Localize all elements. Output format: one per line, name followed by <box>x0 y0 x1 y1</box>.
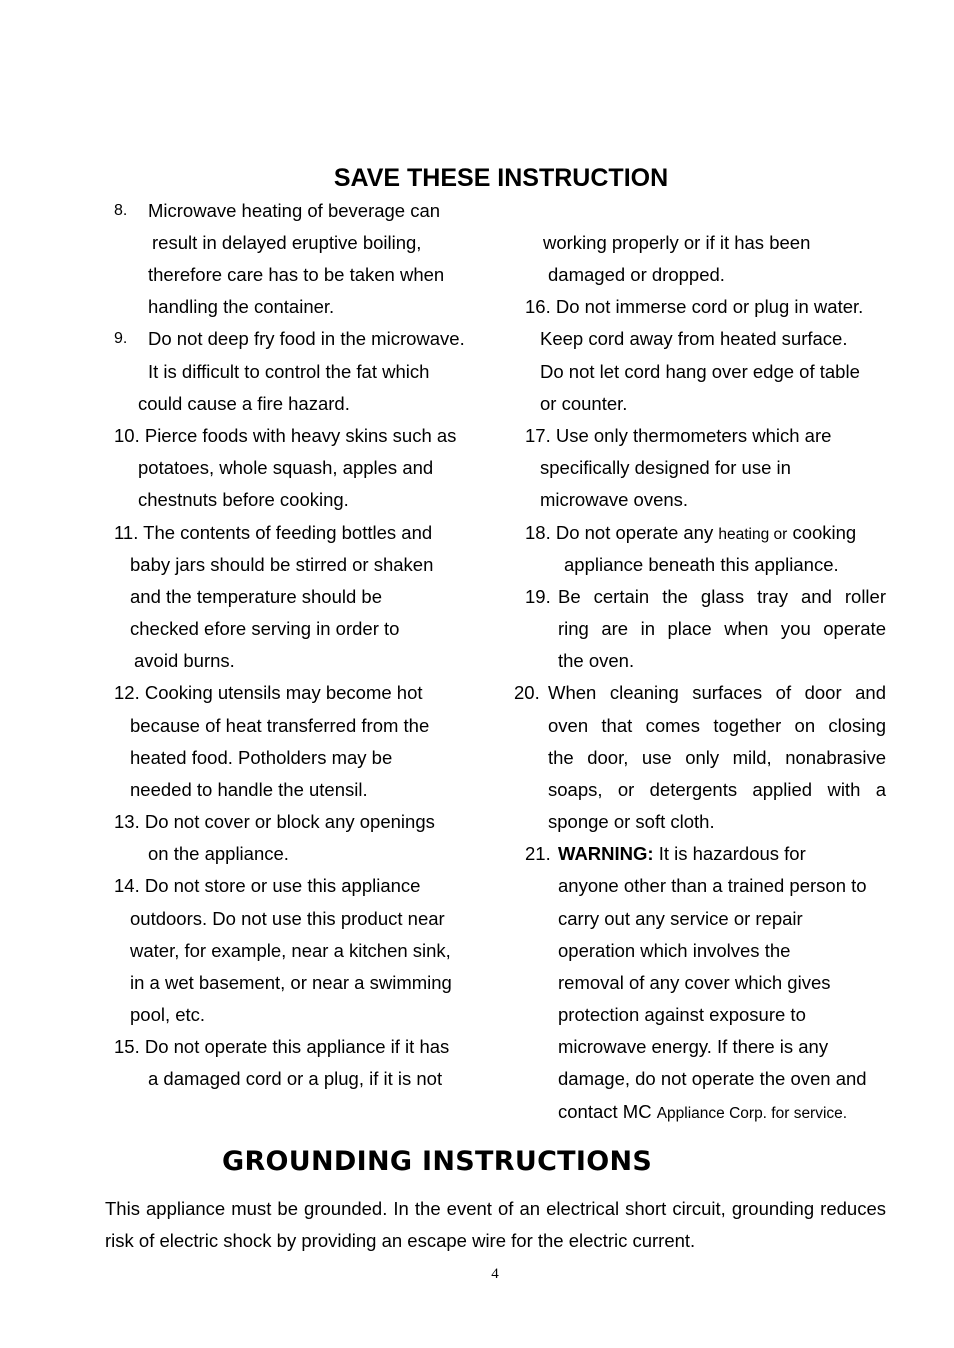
text-line: sponge or soft cloth. <box>548 811 715 832</box>
text-line: potatoes, whole squash, apples and <box>138 457 434 478</box>
text-line: or counter. <box>540 393 628 414</box>
text-line: specifically designed for use in <box>540 457 791 478</box>
text-line: soaps, or detergents applied with a <box>548 779 886 800</box>
text-line: could cause a fire hazard. <box>138 393 350 414</box>
text-line: removal of any cover which gives <box>558 972 831 993</box>
text-line: carry out any service or repair <box>558 908 803 929</box>
text-line: Be certain the glass tray and roller <box>558 586 886 607</box>
text-line: ring are in place when you operate <box>558 618 886 639</box>
text-line: heated food. Potholders may be <box>130 747 393 768</box>
grounding-paragraph: This appliance must be grounded. In the event of an electrical short circuit, grounding reduces risk of electric shock by providing an escape wire for the electric current. <box>105 1198 886 1251</box>
text-line: 14. Do not store or use this appliance <box>114 875 421 896</box>
text-line: 17. Use only thermometers which are <box>525 425 832 446</box>
text-line: 16. Do not immerse cord or plug in water. <box>525 296 864 317</box>
contact-line <box>558 1100 847 1126</box>
text-line: appliance beneath this appliance. <box>564 554 839 575</box>
warning-label: WARNING: <box>558 843 654 864</box>
text-line: baby jars should be stirred or shaken <box>130 554 434 575</box>
text-line: oven that comes together on closing <box>548 715 886 736</box>
text-line: working properly or if it has been <box>543 232 811 253</box>
text-line: Do not let cord hang over edge of table <box>540 361 860 382</box>
text-line: therefore care has to be taken when <box>148 264 445 285</box>
text-line: needed to handle the utensil. <box>130 779 368 800</box>
text-line: microwave ovens. <box>540 489 689 510</box>
text-line: microwave energy. If there is any <box>558 1036 829 1057</box>
text-line: 9. <box>114 330 128 347</box>
text-line: damaged or dropped. <box>548 264 725 285</box>
text-line: handling the container. <box>148 296 335 317</box>
text-line: 13. Do not cover or block any openings <box>114 811 435 832</box>
text-line: 8. <box>114 202 128 219</box>
text-line: pool, etc. <box>130 1004 206 1025</box>
page-title: SAVE THESE INSTRUCTION <box>333 164 669 192</box>
text-line: protection against exposure to <box>558 1004 806 1025</box>
text-line: damage, do not operate the oven and <box>558 1068 867 1089</box>
text-line: water, for example, near a kitchen sink, <box>130 940 451 961</box>
text-line: 12. Cooking utensils may become hot <box>114 682 423 703</box>
text-line: 15. Do not operate this appliance if it has <box>114 1036 450 1057</box>
text-line: checked efore serving in order to <box>130 618 400 639</box>
text-line: 20. <box>514 682 540 703</box>
item-21-line <box>525 842 551 866</box>
text-line: Do not deep fry food in the microwave. <box>148 328 465 349</box>
item-18-line <box>525 521 856 547</box>
contact-company: Appliance Corp. for service. <box>656 1105 848 1122</box>
text-line: a damaged cord or a plug, if it is not <box>148 1068 443 1089</box>
text-line: in a wet basement, or near a swimming <box>130 972 452 993</box>
text-line: avoid burns. <box>134 650 235 671</box>
text-line: chestnuts before cooking. <box>138 489 349 510</box>
text-line: 19. <box>525 586 551 607</box>
text-line: result in delayed eruptive boiling, <box>152 232 422 253</box>
text-line: When cleaning surfaces of door and <box>548 682 886 703</box>
text-line: and the temperature should be <box>130 586 382 607</box>
text-line: It is difficult to control the fat which <box>148 361 430 382</box>
text-line: outdoors. Do not use this product near <box>130 908 445 929</box>
text-line: the oven. <box>558 650 635 671</box>
text-line: 11. The contents of feeding bottles and <box>114 522 433 543</box>
item-18-text: 18. Do not operate any <box>525 522 719 543</box>
item-18-small: heating or <box>718 526 788 543</box>
text-line: anyone other than a trained person to <box>558 875 867 896</box>
text-line: Microwave heating of beverage can <box>148 200 441 221</box>
item-21-rest: It is hazardous for <box>653 843 806 864</box>
item-21-text <box>558 842 806 866</box>
text-line: because of heat transferred from the <box>130 715 430 736</box>
grounding-title: GROUNDING INSTRUCTIONS <box>222 1146 653 1177</box>
item-18-tail: cooking <box>787 522 857 543</box>
page-number: 4 <box>491 1266 499 1282</box>
text-line: the door, use only mild, nonabrasive <box>548 747 886 768</box>
item-21-number: 21. <box>525 843 551 864</box>
text-line: 10. Pierce foods with heavy skins such as <box>114 425 457 446</box>
text-line: Keep cord away from heated surface. <box>540 328 848 349</box>
text-line: operation which involves the <box>558 940 791 961</box>
contact-text: contact MC <box>558 1101 657 1122</box>
text-line: on the appliance. <box>148 843 289 864</box>
